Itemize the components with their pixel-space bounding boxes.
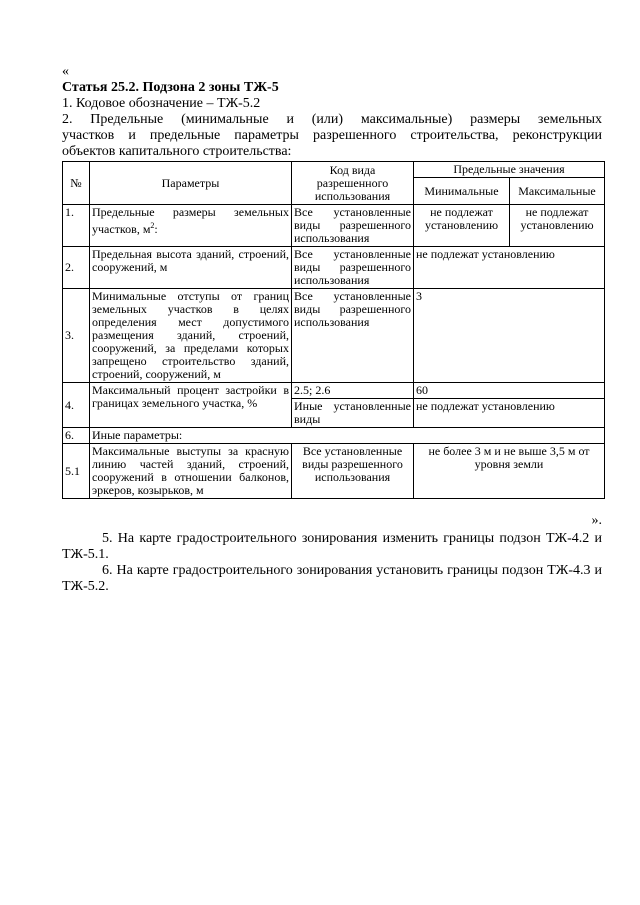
table-header-row (63, 162, 605, 178)
row1-parameter (90, 205, 292, 247)
header-limit-values: Предельные значения (414, 162, 605, 178)
row1-min: не подлежат установлению (414, 205, 510, 247)
row4-value-b: не подлежат установлению (414, 399, 605, 428)
row51-number: 5.1 (63, 444, 90, 499)
row2-parameter: Предельная высота зданий, строений, сооружений, м (90, 247, 292, 289)
table-row (63, 428, 605, 444)
code-designation: 1. Кодовое обозначение – ТЖ-5.2 (62, 96, 261, 111)
header-code: Код вида разрешенного использования (292, 162, 414, 205)
table-row (63, 289, 605, 383)
row51-code: Все установленные виды разрешенного использования (292, 444, 414, 499)
item2-line3: объектов капитального строительства: (62, 144, 292, 159)
row4-code-b: Иные установленные виды (292, 399, 414, 428)
parameters-table (62, 161, 605, 499)
row4-value-a: 60 (414, 383, 605, 399)
header-number: № (63, 162, 90, 205)
row2-number: 2. (63, 247, 90, 289)
document-page (62, 64, 602, 595)
row6-number: 6. (63, 428, 90, 444)
row6-label: Иные параметры: (90, 428, 605, 444)
row3-value: 3 (414, 289, 605, 383)
table-row (63, 444, 605, 499)
header-min: Минимальные (414, 178, 510, 205)
item2-line2: участков и предельные параметры разрешенного строительства, реконструкции (62, 128, 602, 143)
row2-value: не подлежат установлению (414, 247, 605, 289)
row1-code: Все установленные виды разрешенного использования (292, 205, 414, 247)
header-max: Максимальные (510, 178, 605, 205)
row51-value: не более 3 м и не выше 3,5 м от уровня земли (414, 444, 605, 499)
opening-quote: « (62, 64, 69, 79)
header-parameters: Параметры (90, 162, 292, 205)
item2-line1: 2. Предельные (минимальные и (или) максимальные) размеры земельных (62, 112, 602, 127)
row3-parameter: Минимальные отступы от границ земельных участков в целях определения мест допустимого размещения зданий, строений, сооружений, за пределами которых запрещено строительство зданий, строений, сооружений, м (90, 289, 292, 383)
row3-code: Все установленные виды разрешенного использования (292, 289, 414, 383)
row51-parameter: Максимальные выступы за красную линию частей зданий, строений, сооружений в отношении балконов, эркеров, козырьков, м (90, 444, 292, 499)
row1-number: 1. (63, 205, 90, 247)
table-row (63, 205, 605, 247)
table-row (63, 247, 605, 289)
row2-code: Все установленные виды разрешенного использования (292, 247, 414, 289)
article-heading: Статья 25.2. Подзона 2 зоны ТЖ-5 (62, 80, 279, 95)
row4-code-a: 2.5; 2.6 (292, 383, 414, 399)
row4-parameter: Максимальный процент застройки в границах земельного участка, % (90, 383, 292, 428)
row1-parameter-sup: 2 (150, 221, 155, 230)
closing-quote: ». (591, 513, 602, 528)
table-row (63, 383, 605, 399)
row3-number: 3. (63, 289, 90, 383)
paragraph-5: 5. На карте градостроительного зонирования изменить границы подзон ТЖ-4.2 и ТЖ-5.1. (62, 531, 602, 562)
row1-parameter-text: Предельные размеры земельных участков, м (92, 205, 289, 236)
row4-number: 4. (63, 383, 90, 428)
paragraph-6: 6. На карте градостроительного зонирования установить границы подзон ТЖ-4.3 и ТЖ-5.2. (62, 563, 602, 594)
row1-parameter-tail: : (154, 222, 158, 236)
row1-max: не подлежат установлению (510, 205, 605, 247)
